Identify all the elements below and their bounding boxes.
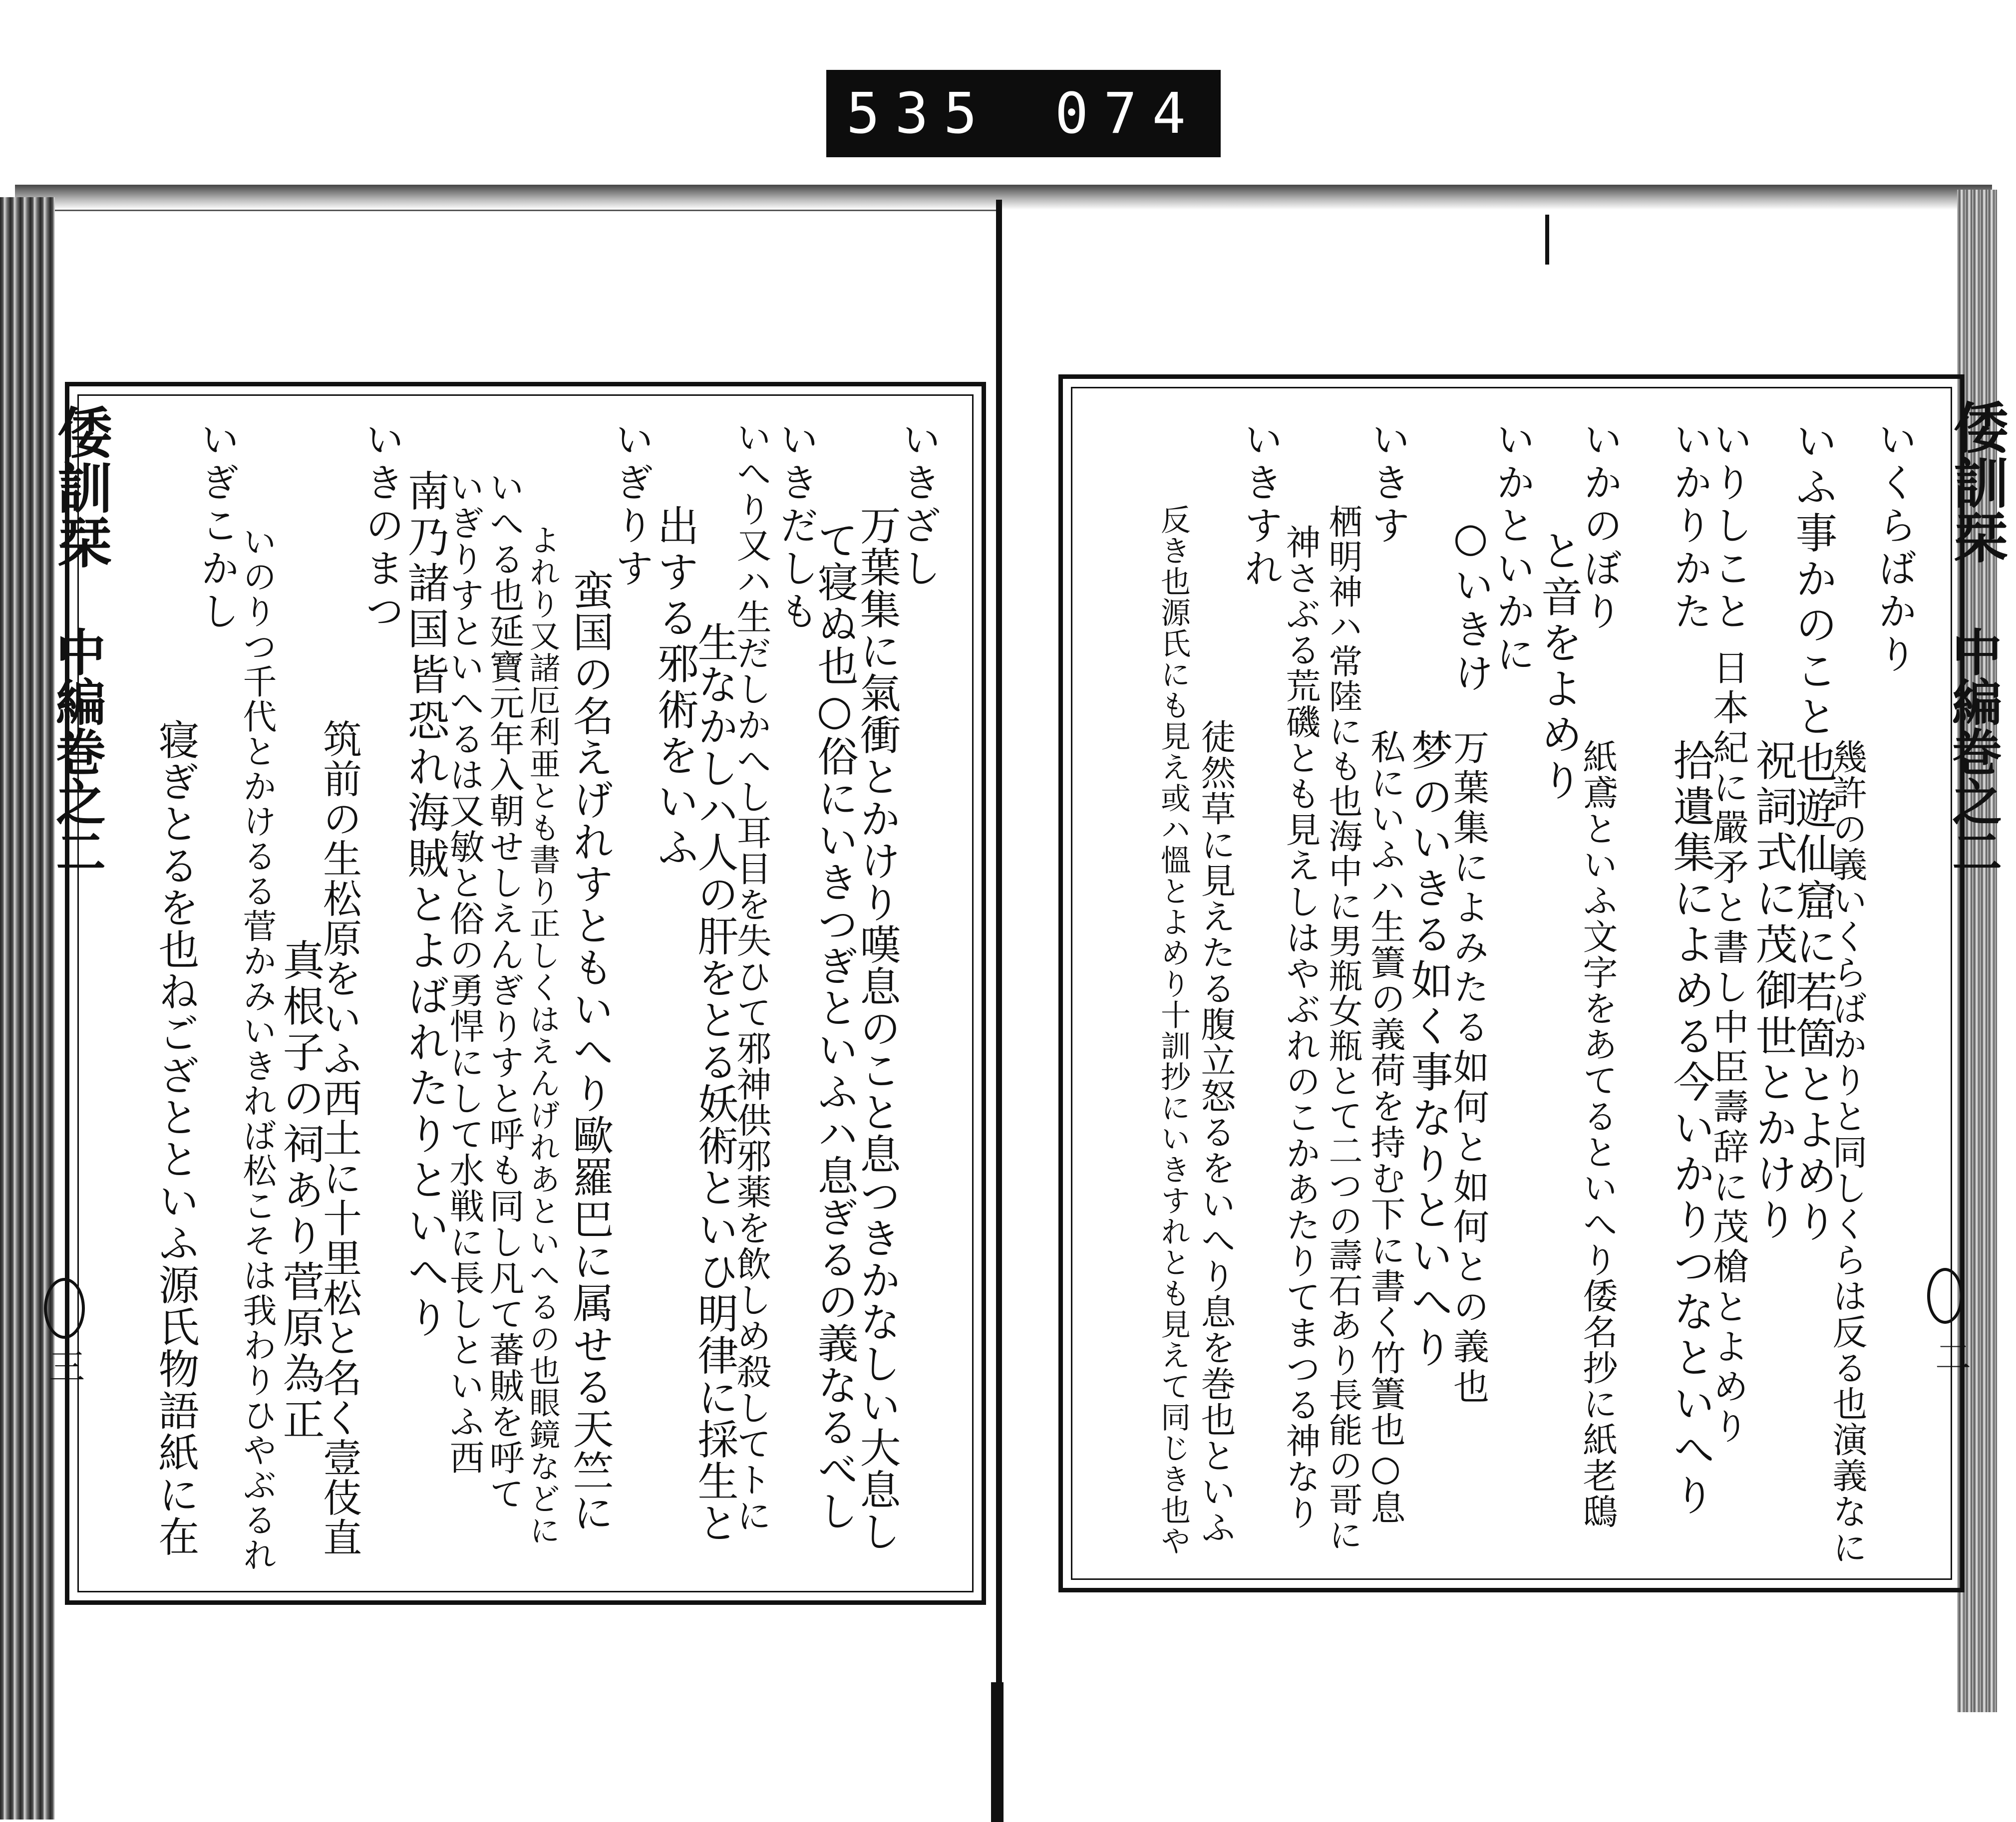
left-col-05: いへり又ハ生だしかへし耳目を失ひて邪神供邪薬を飲しめ殺してトに	[731, 419, 772, 1533]
left-col-14: いきのまつ	[359, 419, 404, 634]
right-col-15: ○いきけ	[1447, 514, 1494, 696]
left-spine-folio: 三	[43, 1348, 85, 1388]
right-col-05: 祝詞式に茂御世とかけり	[1749, 739, 1798, 1244]
book-top-edge	[15, 185, 1992, 210]
right-col-01: いくらばかり	[1872, 419, 1917, 677]
right-col-22: 徒然草に見えたる腹立怒るをいへり息を巻也といふ	[1195, 719, 1236, 1545]
right-col-13: いかといかに	[1490, 419, 1535, 677]
right-col-20: 神さぶる荒磯とも見えしはやぶれのこかあたりてまつる神なり	[1280, 524, 1321, 1530]
right-spine-folio: 二	[1929, 1338, 1971, 1378]
right-col-09: 拾遺集によめる今いかりつなといへり	[1667, 739, 1715, 1519]
right-col-14: 万葉集によみたる如何と如何との義也	[1447, 729, 1489, 1408]
left-spine-volume: 中編巻之二	[47, 626, 106, 876]
label-left-number: 535	[846, 81, 993, 146]
right-col-16: 梦のいきる如く事なりといへり	[1404, 729, 1453, 1372]
right-col-11: 紙鳶といふ文字をあてるといへり倭名抄に紙老鴟	[1577, 739, 1618, 1529]
left-col-01: いきざし	[896, 419, 941, 591]
label-right-number: 074	[1054, 81, 1201, 146]
right-col-02: 幾許の義いくらばかりと同しくらは反る也演義なに	[1827, 739, 1868, 1565]
left-col-08: いぎりす	[609, 419, 654, 591]
left-col-17: いのりつ千代とかけるる菅かみいきれば松こそは我わりひやぶるれ	[237, 524, 277, 1572]
left-col-13: 南乃諸国皆恐れ海賊とよばれたりといへり	[401, 469, 450, 1342]
right-fold-circle	[1927, 1268, 1963, 1324]
left-fold-circle	[44, 1278, 85, 1339]
right-col-12: と音をよめり	[1534, 529, 1583, 805]
left-col-10: よれり又諸厄利亜とも書り正しくはえんげれあといへるの也眼鏡などに	[524, 524, 561, 1546]
microfilm-label	[826, 70, 1221, 157]
left-page-top-edge	[55, 210, 996, 211]
left-spine-title: 倭訓栞	[48, 404, 113, 569]
left-col-16: 真根子の祠あり菅原為正	[276, 938, 325, 1444]
right-page-tick-mark	[1545, 215, 1549, 265]
book-spine	[996, 200, 1002, 1822]
left-col-03: て寝ぬ也○俗にいきつぎといふハ息ぎるの義なるべし	[811, 519, 858, 1532]
left-col-15: 筑前の生松原をいふ西土に十里松と名く壹伎直	[317, 719, 361, 1557]
right-col-18: 私にいふハ生簀の義荷を持む下に書く竹簀也○息	[1365, 729, 1406, 1525]
right-col-07: 日本紀に嚴矛と書し中臣壽辞に茂槍とよめり	[1707, 649, 1749, 1448]
right-spine-volume: 中編巻之二	[1944, 626, 2003, 876]
right-col-23: 反き也源氏にも見え或ハ慍とよめり十訓抄にいきすれとも見えて同じき也や	[1156, 504, 1191, 1556]
left-col-07: 出する邪術をいふ	[651, 504, 699, 872]
left-col-18: いぎこかし	[194, 419, 239, 634]
right-col-06: いりしこと	[1707, 419, 1752, 634]
left-col-09: 蛮国の名えげれすともいへり歐羅巴に属せる天竺に	[566, 569, 614, 1533]
right-col-08: いかりかた	[1667, 419, 1712, 634]
left-col-19: 寝ぎとるを也ねござとといふ源氏物語紙に在	[152, 719, 199, 1557]
left-col-12: いぎりすといへるは又敏と俗の勇悍にして水戦に長しといふ西	[444, 469, 485, 1476]
left-col-02: 万葉集に氣衝とかけり嘆息のこと息つきかなしい大息し	[853, 504, 901, 1552]
right-col-17: いきす	[1365, 419, 1410, 548]
left-col-06: 生なかしハ人の肝をとる妖術といひ明律に採生と	[691, 621, 738, 1544]
right-spine-title: 倭訓栞	[1945, 399, 2009, 564]
left-col-11: いへる也延寶元年入朝せしえんぎりすと呼も同し凡て蕃賊を呼て	[484, 469, 525, 1512]
right-col-21: いきすれ	[1238, 419, 1283, 591]
right-col-10: いかのぼり	[1577, 419, 1622, 634]
left-col-04: いきだしも	[773, 419, 818, 634]
right-col-19: 栖明神ハ常陸にも也海中に男瓶女瓶とて二つの壽石あり長能の哥に	[1323, 504, 1362, 1552]
right-col-03: いふ事かのこと也遊仙窟に若箇とよめり	[1789, 419, 1838, 1246]
